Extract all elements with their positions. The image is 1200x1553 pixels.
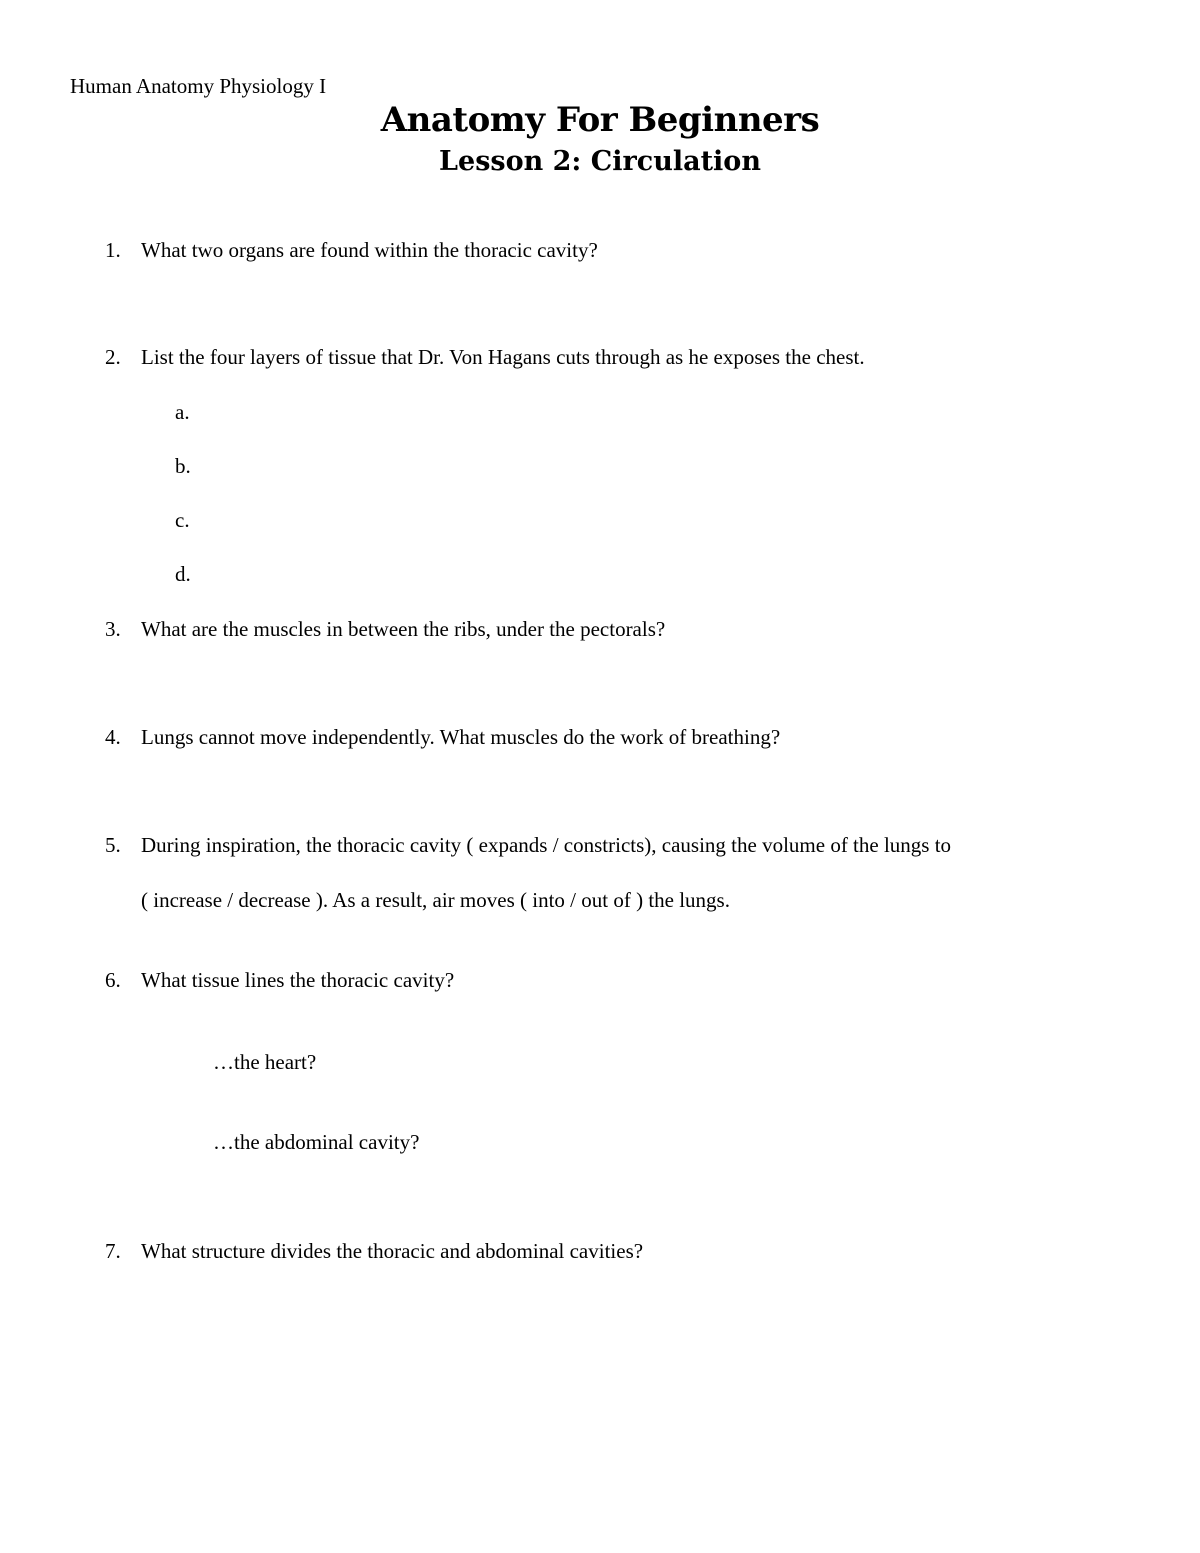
follow-up-heart: …the heart?	[213, 1050, 317, 1074]
question-text: Lungs cannot move independently. What muscles do the work of breathing?	[141, 725, 781, 749]
question-number: 5.	[105, 833, 121, 857]
follow-up-abdominal: …the abdominal cavity?	[213, 1130, 420, 1154]
list-item-b: b.	[175, 454, 191, 478]
question-text: What tissue lines the thoracic cavity?	[141, 968, 455, 992]
question-text: During inspiration, the thoracic cavity ( expands / constricts), causing the volume of the lungs to	[141, 833, 952, 857]
question-number: 4.	[105, 725, 121, 749]
question-5-continuation: ( increase / decrease ). As a result, air moves ( into / out of ) the lungs.	[141, 888, 730, 912]
question-number: 3.	[105, 617, 121, 641]
list-item-a: a.	[175, 400, 190, 424]
question-text: What structure divides the thoracic and abdominal cavities?	[141, 1239, 644, 1263]
course-name: Human Anatomy Physiology I	[70, 74, 327, 98]
question-number: 7.	[105, 1239, 121, 1263]
question-text: What two organs are found within the thoracic cavity?	[141, 238, 598, 262]
lesson-subtitle: Lesson 2: Circulation	[439, 146, 761, 177]
worksheet-title: Anatomy For Beginners	[380, 100, 820, 140]
list-item-d: d.	[175, 562, 191, 586]
question-number: 2.	[105, 345, 121, 369]
question-text: What are the muscles in between the ribs, under the pectorals?	[141, 617, 666, 641]
list-item-c: c.	[175, 508, 190, 532]
question-number: 1.	[105, 238, 121, 262]
question-text: List the four layers of tissue that Dr. Von Hagans cuts through as he exposes the chest.	[141, 345, 865, 369]
question-number: 6.	[105, 968, 121, 992]
